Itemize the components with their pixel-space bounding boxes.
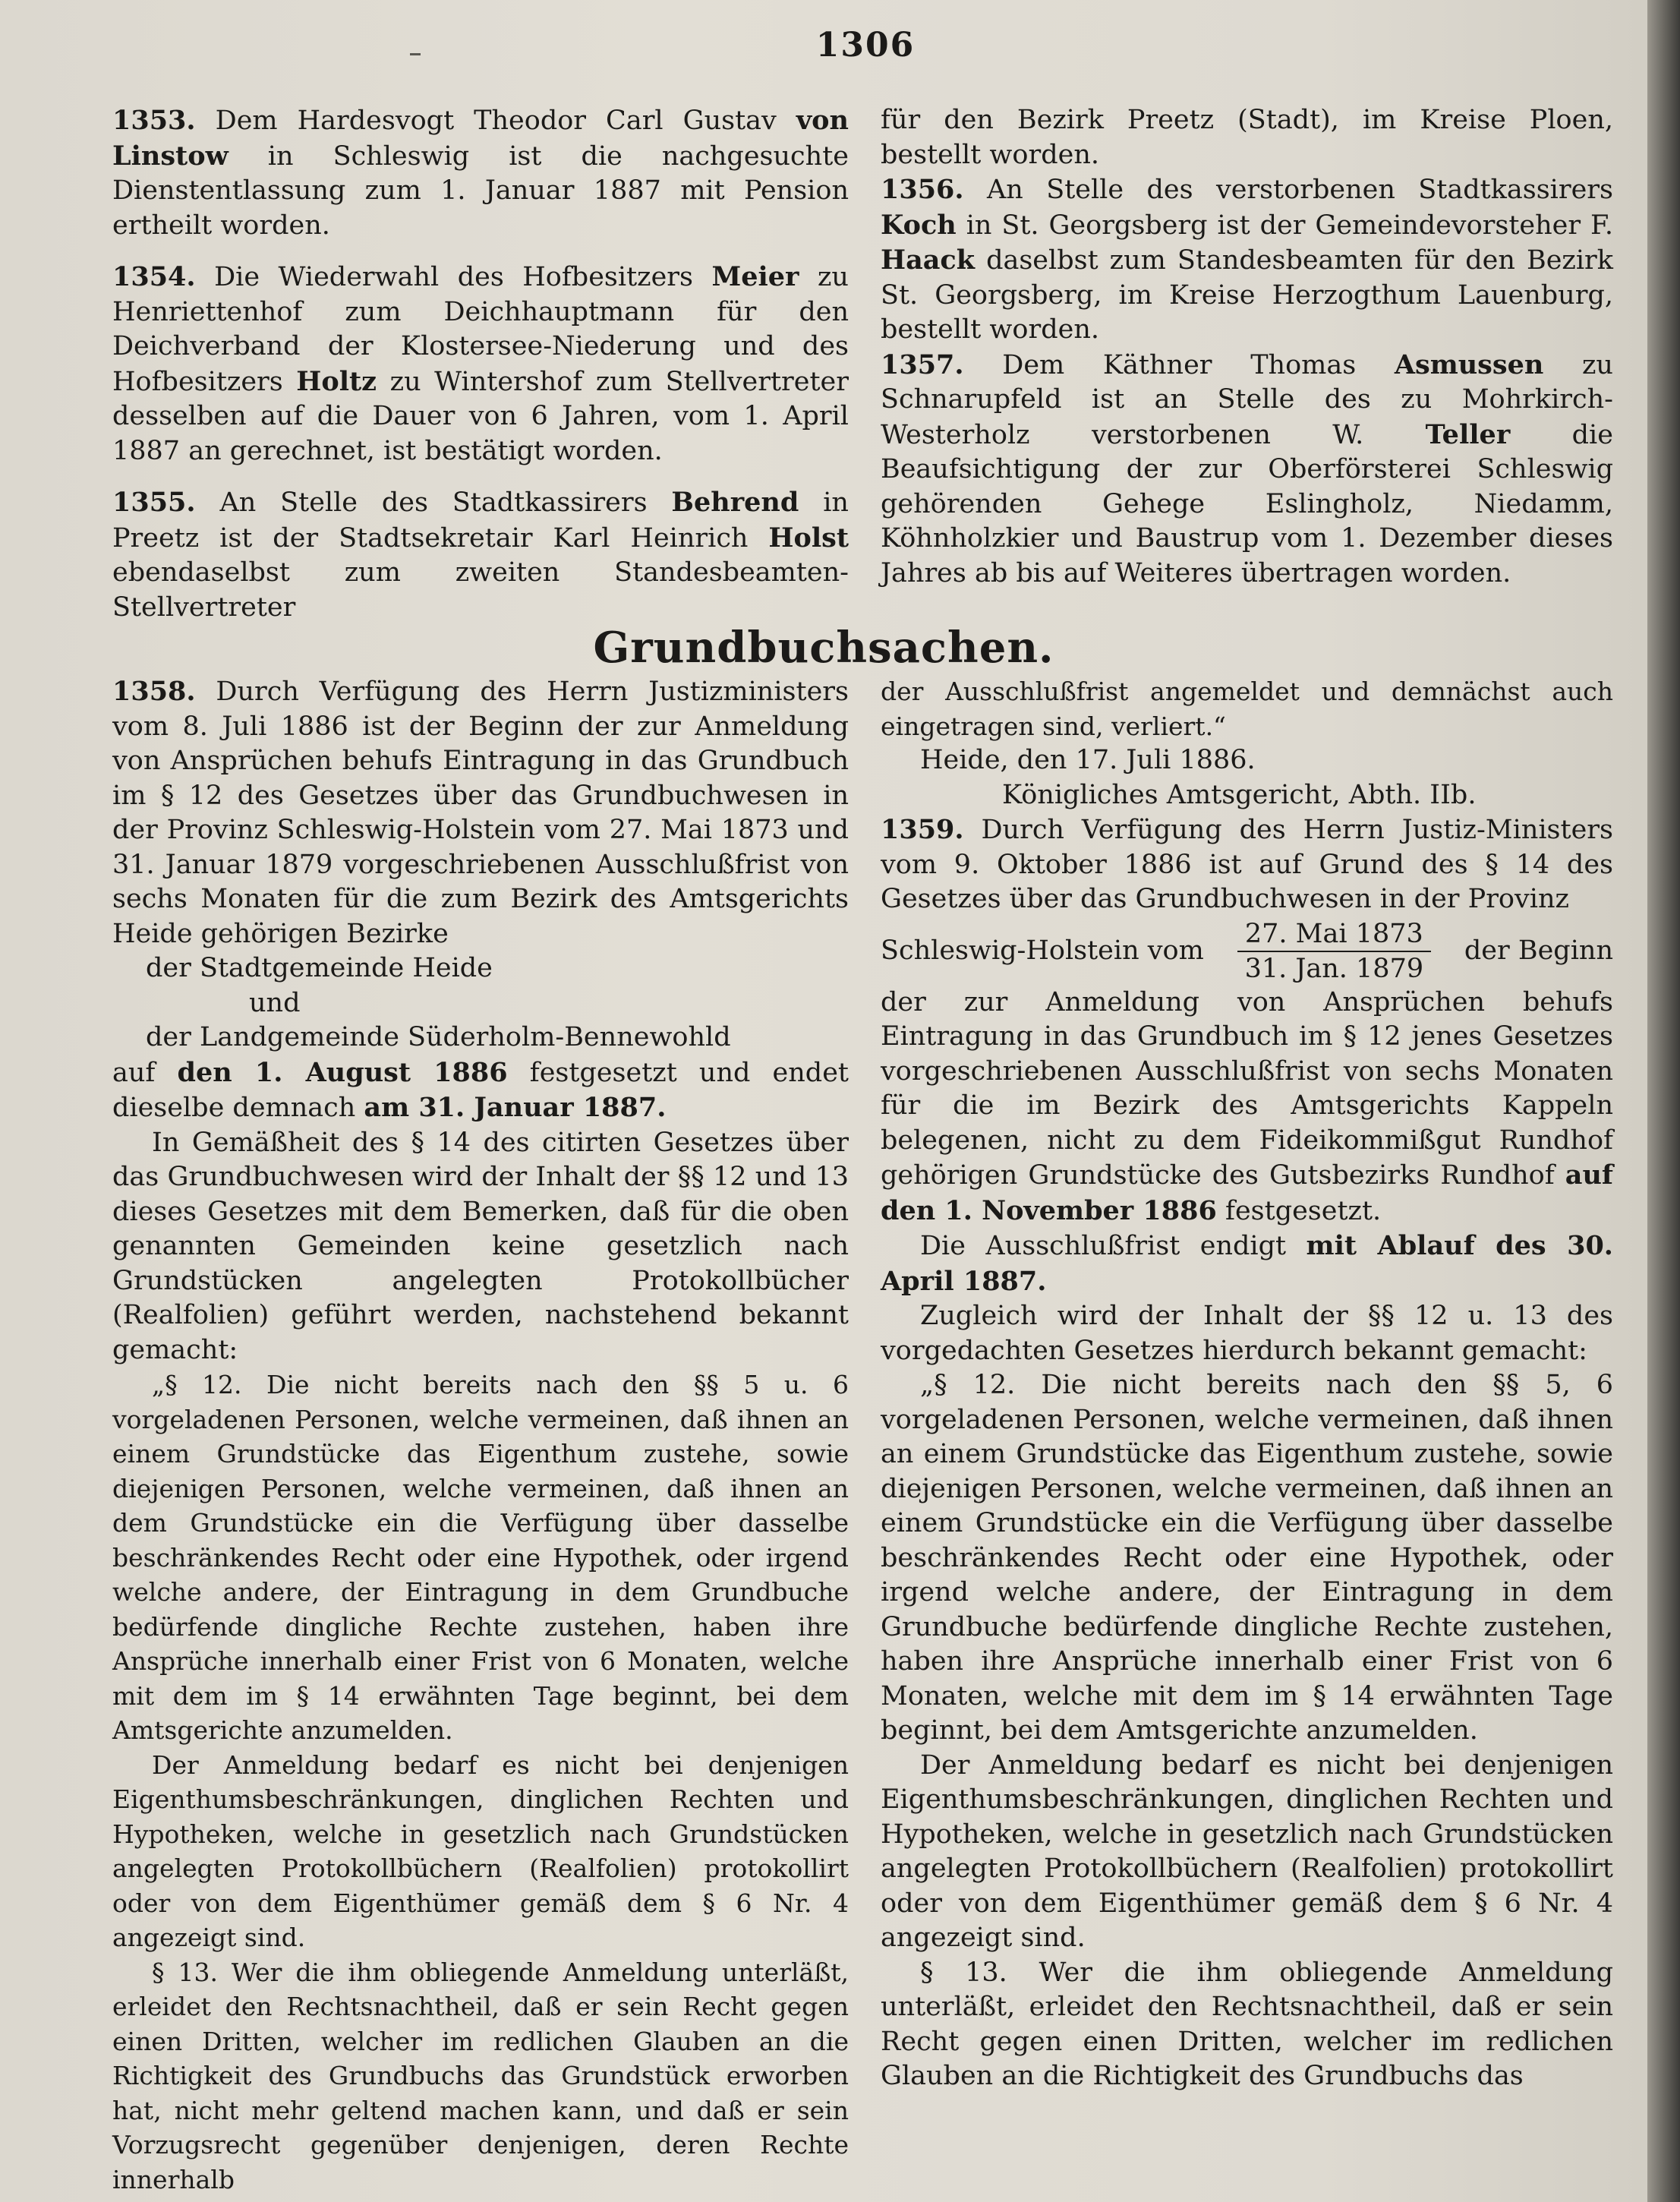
- lower-left-column: [112, 674, 849, 2197]
- upper-right-column: [881, 103, 1613, 591]
- entry-number: 1354.: [112, 261, 196, 292]
- entry-1358-continued: der Ausschlußfrist angemeldet und demnächst auch eingetragen sind, verliert.“: [881, 677, 1613, 741]
- date-paragraph: auf den 1. August 1886 festgesetzt und endet dieselbe demnach am 31. Januar 1887.: [112, 1056, 849, 1123]
- page-mark: [410, 53, 421, 55]
- entry-1358: 1358. Durch Verfügung des Herrn Justizministers vom 8. Juli 1886 ist der Beginn der zur Anmeldung von Ansprüchen behufs Eintragung in das Grundbuch im § 12 des Gesetzes über das Grundbuchwesen in der Provinz Schleswig-Holstein vom 27. Mai 1873 und 31. Januar 1879 vorgeschriebenen Ausschlußfrist von sechs Monaten für die zum Bezirk des Amtsgerichts Heide gehörigen Bezirke: [112, 676, 849, 949]
- quoted-paragraph: Der Anmeldung bedarf es nicht bei denjenigen Eigenthumsbeschränkungen, dinglichen Rechten und Hypotheken, welche in gesetzlich nach Grundstücken angelegten Protokollbüchern (Realfolien) protokollirt oder von dem Eigenthümer gemäß dem § 6 Nr. 4 angezeigt sind.: [112, 1749, 849, 1952]
- paragraph: der zur Anmeldung von Ansprüchen behufs Eintragung in das Grundbuch im § 12 jenes Gesetzes vorgeschriebenen Ausschlußfrist von sechs Monaten für die im Bezirk des Amtsgerichts Kappeln belegenen, nicht zu dem Fideikommißgut Rundhof gehörigen Grundstücke des Gutsbezirks Rundhof auf den 1. November 1886 festgesetzt.: [881, 986, 1613, 1226]
- law-dates-fraction: $\frac{\text{27. Mai 1873}}{\text{31. Jan. 1879}}$: [1237, 917, 1432, 986]
- paragraph: In Gemäßheit des § 14 des citirten Gesetzes über das Grundbuchwesen wird der Inhalt der §§ 12 und 13 dieses Gesetzes mit dem Bemerken, daß für die oben genannten Gemeinden keine gesetzlich nach Grundstücken angelegten Protokollbücher (Realfolien) geführt werden, nachstehend bekannt gemacht:: [112, 1127, 849, 1365]
- entry-1355-continued: für den Bezirk Preetz (Stadt), im Kreise Ploen, bestellt worden.: [881, 105, 1613, 170]
- paragraph: Die Ausschlußfrist endigt mit Ablauf des 30. April 1887.: [881, 1230, 1613, 1297]
- person-name: Asmussen: [1394, 349, 1544, 380]
- page-number: 1306: [815, 26, 916, 65]
- entry-number: 1353.: [112, 105, 196, 136]
- page-edge-shadow: [1647, 0, 1680, 2202]
- quoted-paragraph: § 13. Wer die ihm obliegende Anmeldung unterläßt, erleidet den Rechtsnachtheil, daß er sein Recht gegen einen Dritten, welcher im redlichen Glauben an die Richtigkeit des Grundbuchs das Grundstück erworben hat, nicht mehr geltend machen kann, und daß er sein Vorzugsrecht gegenüber denjenigen, deren Rechte innerhalb: [112, 1957, 849, 2194]
- paragraph: Zugleich wird der Inhalt der §§ 12 u. 13 des vorgedachten Gesetzes hierdurch bekannt gemacht:: [881, 1301, 1613, 1366]
- section-heading: Grundbuchsachen.: [593, 623, 1054, 673]
- district-line: der Stadtgemeinde Heide: [146, 953, 493, 983]
- entry-number: 1359.: [881, 814, 964, 845]
- person-name: Meier: [711, 261, 799, 292]
- quoted-paragraph: § 13. Wer die ihm obliegende Anmeldung unterläßt, erleidet den Rechtsnachtheil, daß er sein Recht gegen einen Dritten, welcher im redlichen Glauben an die Richtigkeit des Grundbuchs das: [881, 1957, 1613, 2091]
- person-name: Behrend: [671, 487, 799, 518]
- entry-number: 1357.: [881, 349, 964, 380]
- district-line: der Landgemeinde Süderholm-Bennewohld: [146, 1022, 731, 1052]
- district-line: und: [249, 987, 301, 1018]
- person-name: Teller: [1425, 418, 1511, 450]
- person-name: Holtz: [296, 365, 377, 397]
- law-dates-line: Schleswig-Holstein vom $\frac{\text{27. Mai 1873}}{\text{31. Jan. 1879}}$ der Beginn: [881, 918, 1613, 984]
- quoted-paragraph: „§ 12. Die nicht bereits nach den §§ 5, 6 vorgeladenen Personen, welche vermeinen, daß ihnen an einem Grundstücke das Eigenthum zustehe, sowie diejenigen Personen, welche vermeinen, daß ihnen an einem Grundstücke ein die Verfügung über dasselbe beschränkendes Recht oder eine Hypothek, oder irgend welche andere, der Eintragung in dem Grundbuche bedürfende dingliche Rechte zustehen, haben ihre Ansprüche innerhalb einer Frist von 6 Monaten, welche mit dem im § 14 erwähnten Tage beginnt, bei dem Amtsgerichte anzumelden.: [881, 1370, 1613, 1746]
- entry-1353: 1353. Dem Hardesvogt Theodor Carl Gustav von Linstow in Schleswig ist die nachgesuchte Dienstentlassung zum 1. Januar 1887 mit Pension ertheilt worden.: [112, 105, 849, 241]
- quoted-paragraph: „§ 12. Die nicht bereits nach den §§ 5 u. 6 vorgeladenen Personen, welche vermeinen, daß ihnen an einem Grundstücke das Eigenthum zustehe, sowie diejenigen Personen, welche vermeinen, daß ihnen an dem Grundstücke ein die Verfügung über dasselbe beschränkendes Recht oder eine Hypothek, oder irgend welche andere, der Eintragung in dem Grundbuche bedürfende dingliche Rechte zustehen, haben ihre Ansprüche innerhalb einer Frist von 6 Monaten, welche mit dem im § 14 erwähnten Tage beginnt, bei dem Amtsgerichte anzumelden.: [112, 1370, 849, 1745]
- upper-left-column: [112, 103, 849, 625]
- entry-1355: 1355. An Stelle des Stadtkassirers Behrend in Preetz ist der Stadtsekretair Karl Heinrich Holst ebendaselbst zum zweiten Standesbeamten-Stellvertreter: [112, 487, 849, 623]
- person-name: Holst: [768, 522, 849, 554]
- court-signature: Königliches Amtsgericht, Abth. IIb.: [1002, 779, 1477, 810]
- entry-1359: 1359. Durch Verfügung des Herrn Justiz-Ministers vom 9. Oktober 1886 ist auf Grund des § 14 des Gesetzes über das Grundbuchwesen in der Provinz: [881, 814, 1613, 914]
- person-name: von Linstow: [112, 105, 849, 172]
- quoted-paragraph: Der Anmeldung bedarf es nicht bei denjenigen Eigenthumsbeschränkungen, dinglichen Rechten und Hypotheken, welche in gesetzlich nach Grundstücken angelegten Protokollbüchern (Realfolien) protokollirt oder von dem Eigenthümer gemäß dem § 6 Nr. 4 angezeigt sind.: [881, 1749, 1613, 1953]
- person-name: Koch: [881, 209, 957, 241]
- lower-right-column: [881, 674, 1613, 2094]
- entry-1356: 1356. An Stelle des verstorbenen Stadtkassirers Koch in St. Georgsberg ist der Gemeindevorsteher F. Haack daselbst zum Standesbeamten für den Bezirk St. Georgsberg, im Kreise Herzogthum Lauenburg, bestellt worden.: [881, 174, 1613, 345]
- entry-number: 1358.: [112, 676, 196, 707]
- place-date: Heide, den 17. Juli 1886.: [920, 745, 1256, 775]
- entry-1354: 1354. Die Wiederwahl des Hofbesitzers Meier zu Henriettenhof zum Deichhauptmann für den Deichverband der Klostersee-Niederung und des Hofbesitzers Holtz zu Wintershof zum Stellvertreter desselben auf die Dauer von 6 Jahren, vom 1. April 1887 an gerechnet, ist bestätigt worden.: [112, 261, 849, 466]
- entry-number: 1356.: [881, 174, 964, 205]
- person-name: Haack: [881, 244, 975, 276]
- entry-number: 1355.: [112, 487, 196, 518]
- entry-1357: 1357. Dem Käthner Thomas Asmussen zu Schnarupfeld ist an Stelle des zu Mohrkirch-Westerholz verstorbenen W. Teller die Beaufsichtigung der zur Oberförsterei Schleswig gehörenden Gehege Eslingholz, Niedamm, Köhnholzkier und Baustrup vom 1. Dezember dieses Jahres ab bis auf Weiteres übertragen worden.: [881, 349, 1613, 588]
